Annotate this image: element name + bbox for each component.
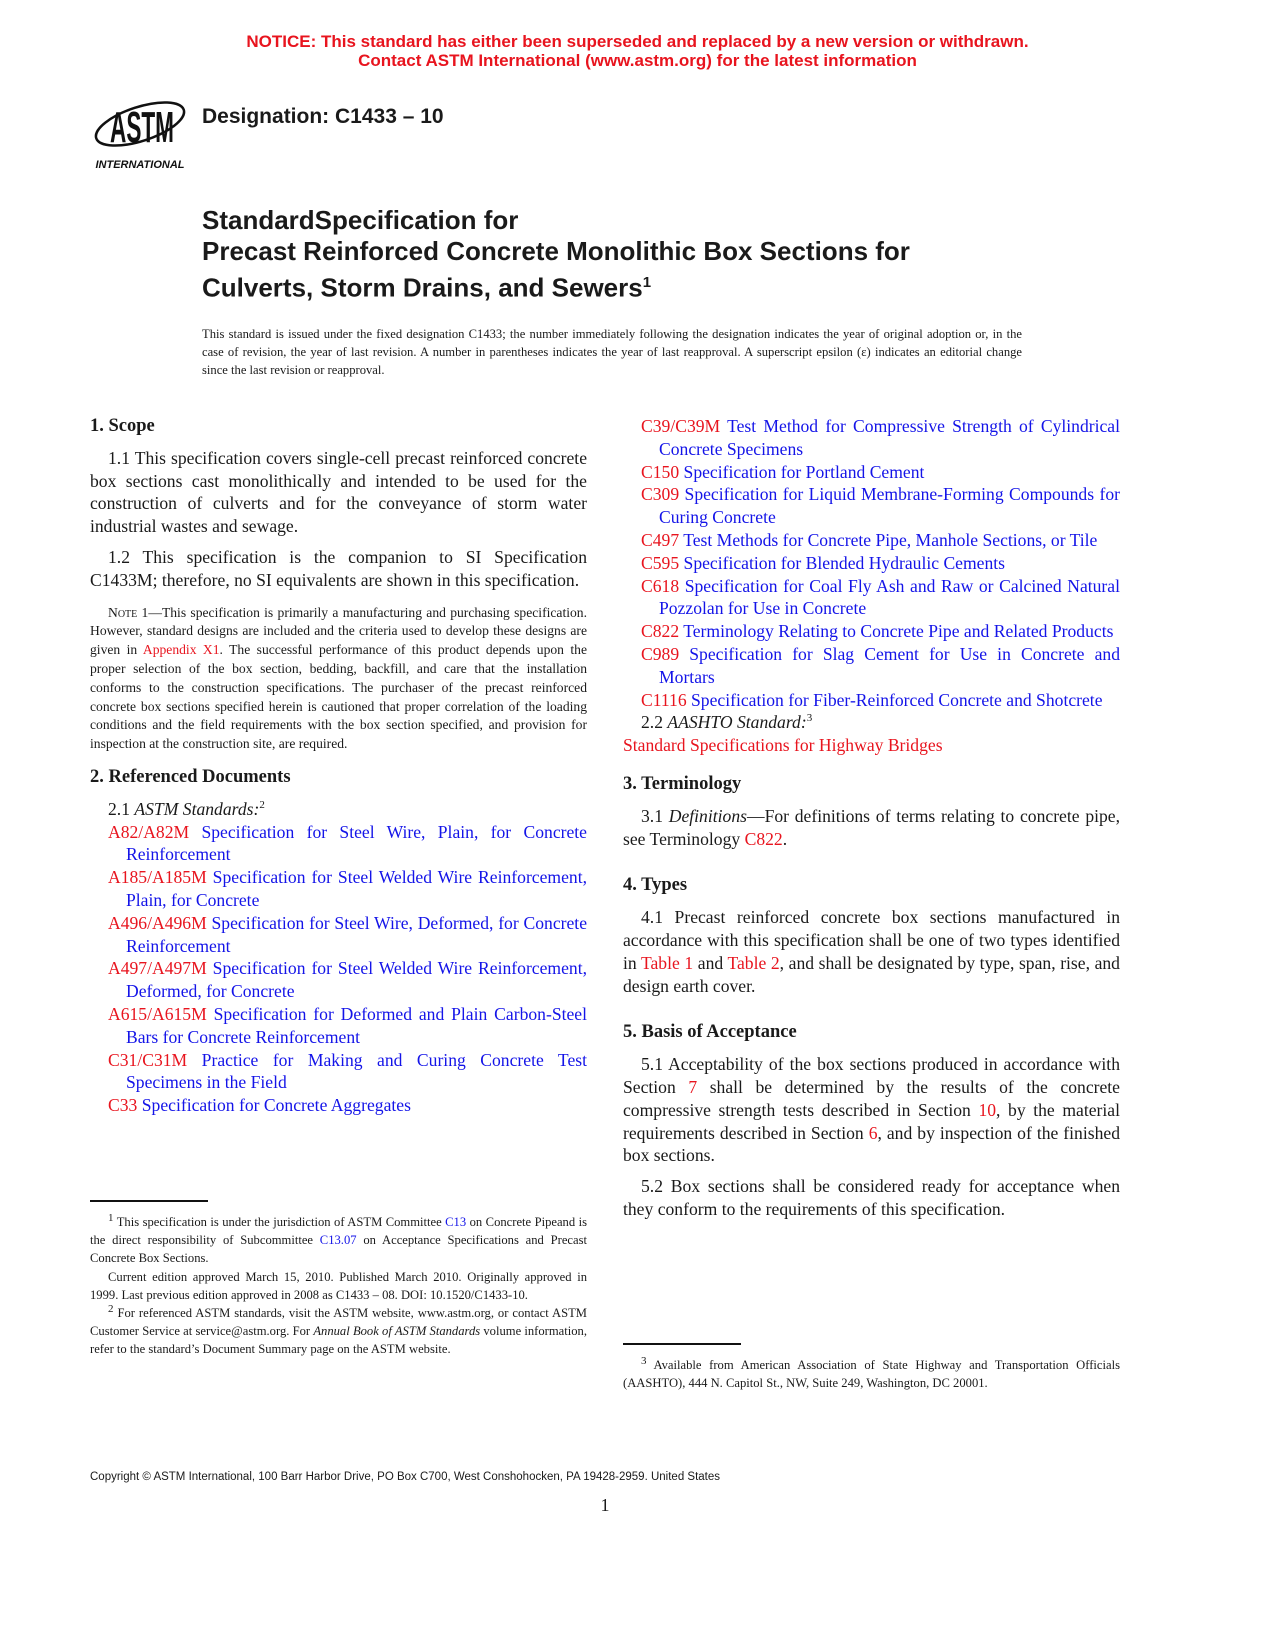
text: 2.2 xyxy=(641,712,668,733)
text: AASHTO Standard: xyxy=(667,712,807,733)
section-heading xyxy=(623,874,1120,897)
footnote-mark[interactable]: 3 xyxy=(806,712,813,725)
paragraph xyxy=(90,1213,587,1268)
notice-line-1: NOTICE: This standard has either been superseded and replaced by a new version or withdrawn. xyxy=(246,32,1029,51)
reference-link[interactable]: C13 xyxy=(445,1215,467,1229)
page-number: 1 xyxy=(600,1495,610,1515)
title-footnote-mark[interactable]: 1 xyxy=(642,274,652,291)
paragraph xyxy=(623,805,1120,851)
reference-link[interactable]: C31/C31M xyxy=(108,1049,188,1070)
svg-text:INTERNATIONAL: INTERNATIONAL xyxy=(95,159,185,171)
reference-item xyxy=(623,483,1120,529)
text: 1.1 This specification covers single-cell precast reinforced concrete box sections cast monolithically and intended to be used for the construction of culverts and for the conveyance of storm water industrial wastes and sewage. xyxy=(90,447,587,537)
reference-link[interactable]: A185/A185M xyxy=(108,867,207,888)
text: Current edition approved March 15, 2010. Published March 2010. Originally approved in 1999. Last previous edition approved in 2008 as C1433 – 08. DOI: 10.1520/C1433-10. xyxy=(90,1269,587,1302)
reference-link[interactable]: A82/A82M xyxy=(108,821,190,842)
text: on Acceptance Specifications and Precast Concrete Box Sections. xyxy=(90,1233,587,1266)
text: . The successful performance of this product depends upon the proper selection of the box section, bedding, backfill, and care that the installation conforms to the construction specifications. The purchaser of the precast reinforced concrete box sections specified herein is cautioned that proper correlation of the loading conditions and the field requirements with the box section specified, and provision for inspection at the construction site, are required. xyxy=(90,642,588,752)
reference-item xyxy=(623,461,1120,484)
text: 3.1 xyxy=(641,805,669,826)
section-heading xyxy=(90,766,587,789)
reference-link[interactable]: Specification for Coal Fly Ash and Raw or Calcined Natural Pozzolan for Use in Concrete xyxy=(659,575,1120,619)
reference-link[interactable]: C309 xyxy=(641,484,680,505)
text: 2.1 xyxy=(108,798,135,819)
text: 1. Scope xyxy=(90,416,155,436)
reference-item xyxy=(90,1003,587,1049)
reference-link[interactable]: Test Method for Compressive Strength of Cylindrical Concrete Specimens xyxy=(659,416,1120,459)
paragraph xyxy=(623,1175,1120,1221)
text: Definitions xyxy=(668,805,747,826)
text: —For definitions of terms relating to concrete pipe, see Terminology xyxy=(623,805,1121,849)
paragraph xyxy=(90,1268,587,1304)
reference-item xyxy=(90,866,587,912)
reference-link[interactable]: C822 xyxy=(641,621,680,642)
issuance-statement: This standard is issued under the fixed designation C1433; the number immediately following the designation indicates the year of original adoption or, in the case of revision, the year of last revision. A number in parentheses indicates the year of last reapproval. A superscript epsilon (ε) indicates an editorial change since the last revision or reapproval. xyxy=(202,327,1022,377)
reference-link[interactable]: Specification for Blended Hydraulic Cements xyxy=(679,552,1006,573)
reference-link[interactable]: C822 xyxy=(744,828,783,849)
title-line-3: Culverts, Storm Drains, and Sewers xyxy=(202,272,643,303)
text: on Concrete Pipeand is the direct responsibility of Subcommittee xyxy=(90,1215,588,1248)
reference-link[interactable]: Terminology Relating to Concrete Pipe and Related Products xyxy=(679,621,1114,642)
copyright: Copyright © ASTM International, 100 Barr Harbor Drive, PO Box C700, West Conshohocken, PA 19428-2959. United States xyxy=(90,1471,721,1483)
text: 5.2 Box sections shall be considered ready for acceptance when they conform to the requirements of this specification. xyxy=(623,1176,1120,1219)
footnote-mark[interactable]: 3 xyxy=(641,1354,647,1367)
paragraph xyxy=(623,734,1120,757)
reference-link[interactable]: Specification for Steel Wire, Deformed, for Concrete Reinforcement xyxy=(126,912,587,956)
paragraph xyxy=(623,1356,1120,1392)
paragraph xyxy=(90,1304,587,1359)
spacer xyxy=(623,757,1120,773)
footnotes-right xyxy=(623,1356,1120,1392)
text: 4. Types xyxy=(623,875,688,896)
notice-line-2[interactable]: Contact ASTM International (www.astm.org) for the latest information xyxy=(358,51,917,70)
spacer xyxy=(623,1005,1120,1021)
reference-item xyxy=(623,529,1120,552)
footnotes-left xyxy=(90,1213,587,1359)
reference-item xyxy=(90,912,587,958)
paragraph xyxy=(90,798,587,821)
reference-link[interactable]: C33 xyxy=(108,1095,138,1116)
reference-item xyxy=(623,552,1120,575)
reference-link[interactable]: Specification for Deformed and Plain Carbon-Steel Bars for Concrete Reinforcement xyxy=(126,1003,587,1047)
reference-link[interactable]: C618 xyxy=(641,575,680,596)
reference-link[interactable]: C497 xyxy=(641,529,680,550)
left-column xyxy=(90,415,587,1117)
reference-link[interactable]: 6 xyxy=(868,1122,878,1143)
text: Available from American Association of State Highway and Transportation Officials (AASHTO), 444 N. Capitol St., NW, Suite 249, Washington, DC 20001. xyxy=(623,1358,1120,1391)
document-title xyxy=(202,205,910,304)
paragraph xyxy=(623,906,1120,997)
section-heading xyxy=(90,415,587,438)
text: , and shall be designated by type, span, rise, and design earth cover. xyxy=(623,952,1120,996)
reference-item xyxy=(623,575,1120,621)
reference-link[interactable]: C39/C39M xyxy=(641,416,721,436)
designation: Designation: C1433 – 10 xyxy=(202,105,444,128)
reference-link[interactable]: C595 xyxy=(641,552,680,573)
reference-link[interactable]: Specification for Steel Wire, Plain, for Concrete Reinforcement xyxy=(126,821,587,865)
note xyxy=(90,604,587,754)
reference-link[interactable]: A497/A497M xyxy=(108,958,207,979)
reference-item xyxy=(90,957,587,1003)
text: volume information, refer to the standard’s Document Summary page on the ASTM website. xyxy=(90,1324,587,1357)
footnote-mark[interactable]: 2 xyxy=(108,1302,114,1315)
reference-link[interactable]: Specification for Slag Cement for Use in Concrete and Mortars xyxy=(659,643,1120,687)
text: , and by inspection of the finished box sections. xyxy=(623,1122,1120,1166)
reference-item xyxy=(90,1049,587,1095)
text: 2. Referenced Documents xyxy=(90,766,291,787)
reference-link[interactable]: Table 1 xyxy=(640,952,694,973)
spacer xyxy=(623,858,1120,874)
reference-link[interactable]: C150 xyxy=(641,461,680,482)
reference-link[interactable]: Standard Specifications for Highway Bridges xyxy=(623,735,943,756)
withdrawal-notice xyxy=(0,32,1275,70)
reference-link[interactable]: Appendix X1 xyxy=(142,642,220,658)
right-column xyxy=(623,415,1120,1229)
reference-link[interactable]: Test Methods for Concrete Pipe, Manhole Sections, or Tile xyxy=(679,529,1098,550)
text: This specification is under the jurisdiction of ASTM Committee xyxy=(113,1215,446,1229)
reference-link[interactable]: Practice for Making and Curing Concrete Test Specimens in the Field xyxy=(126,1049,587,1093)
section-heading xyxy=(623,1021,1120,1044)
reference-link[interactable]: C989 xyxy=(641,643,680,664)
reference-link[interactable]: Specification for Steel Welded Wire Reinforcement, Plain, for Concrete xyxy=(126,867,587,910)
reference-item xyxy=(623,643,1120,689)
paragraph xyxy=(623,1053,1120,1167)
text: 4.1 Precast reinforced concrete box sections manufactured in accordance with this specification shall be one of two types identified in xyxy=(623,907,1120,973)
footnote-mark[interactable]: 1 xyxy=(108,1211,114,1224)
reference-link[interactable]: C1116 xyxy=(641,689,687,710)
text: . xyxy=(782,828,788,849)
text: 1.2 This specification is the companion to SI Specification C1433M; therefore, no SI equivalents are shown in this specification. xyxy=(90,546,587,590)
reference-link[interactable]: A615/A615M xyxy=(108,1003,207,1024)
reference-item xyxy=(90,1094,587,1117)
reference-item xyxy=(623,689,1120,712)
text: shall be determined by the results of the concrete compressive strength tests described in Section xyxy=(623,1076,1120,1120)
text: , by the material requirements described in Section xyxy=(623,1099,1120,1143)
reference-item xyxy=(623,415,1120,461)
reference-link[interactable]: C13.07 xyxy=(319,1233,357,1248)
text: ASTM Standards: xyxy=(134,798,260,819)
text: Annual Book of ASTM Standards xyxy=(313,1324,481,1339)
title-line-1: StandardSpecification for xyxy=(202,205,519,235)
text: and xyxy=(693,952,728,973)
text: For referenced ASTM standards, visit the ASTM website, www.astm.org, or contact ASTM Customer Service at service@astm.org. For xyxy=(90,1306,587,1339)
reference-link[interactable]: A496/A496M xyxy=(108,912,207,933)
section-heading xyxy=(623,773,1120,796)
text: 5.1 Acceptability of the box sections produced in accordance with Section xyxy=(623,1054,1120,1097)
reference-link[interactable]: Specification for Steel Welded Wire Reinforcement, Deformed, for Concrete xyxy=(126,958,587,1002)
reference-item xyxy=(623,620,1120,643)
paragraph xyxy=(90,447,587,538)
astm-logo xyxy=(92,80,192,172)
reference-item xyxy=(90,821,587,867)
reference-link[interactable]: 7 xyxy=(688,1076,698,1097)
reference-link[interactable]: Specification for Portland Cement xyxy=(679,461,925,482)
reference-link[interactable]: Table 2 xyxy=(727,952,780,973)
title-line-2: Precast Reinforced Concrete Monolithic Box Sections for xyxy=(202,236,910,266)
text: 1—This specification is primarily a manufacturing and purchasing specification. However, standard designs are included and the criteria used to develop these designs are given in xyxy=(90,604,587,658)
paragraph xyxy=(623,711,1120,734)
paragraph xyxy=(90,546,587,592)
reference-link[interactable]: Specification for Fiber-Reinforced Concrete and Shotcrete xyxy=(686,689,1103,710)
footnote-mark[interactable]: 2 xyxy=(259,798,265,811)
reference-link[interactable]: 10 xyxy=(978,1099,997,1120)
text: Note xyxy=(108,604,138,620)
text: 3. Terminology xyxy=(623,773,742,794)
footnote-divider xyxy=(623,1343,741,1345)
text: 5. Basis of Acceptance xyxy=(623,1022,797,1043)
reference-link[interactable]: Specification for Liquid Membrane-Forming Compounds for Curing Concrete xyxy=(659,484,1120,528)
reference-link[interactable]: Specification for Concrete Aggregates xyxy=(137,1095,411,1116)
footnote-divider xyxy=(90,1200,208,1202)
svg-text:ASTM: ASTM xyxy=(110,103,174,152)
